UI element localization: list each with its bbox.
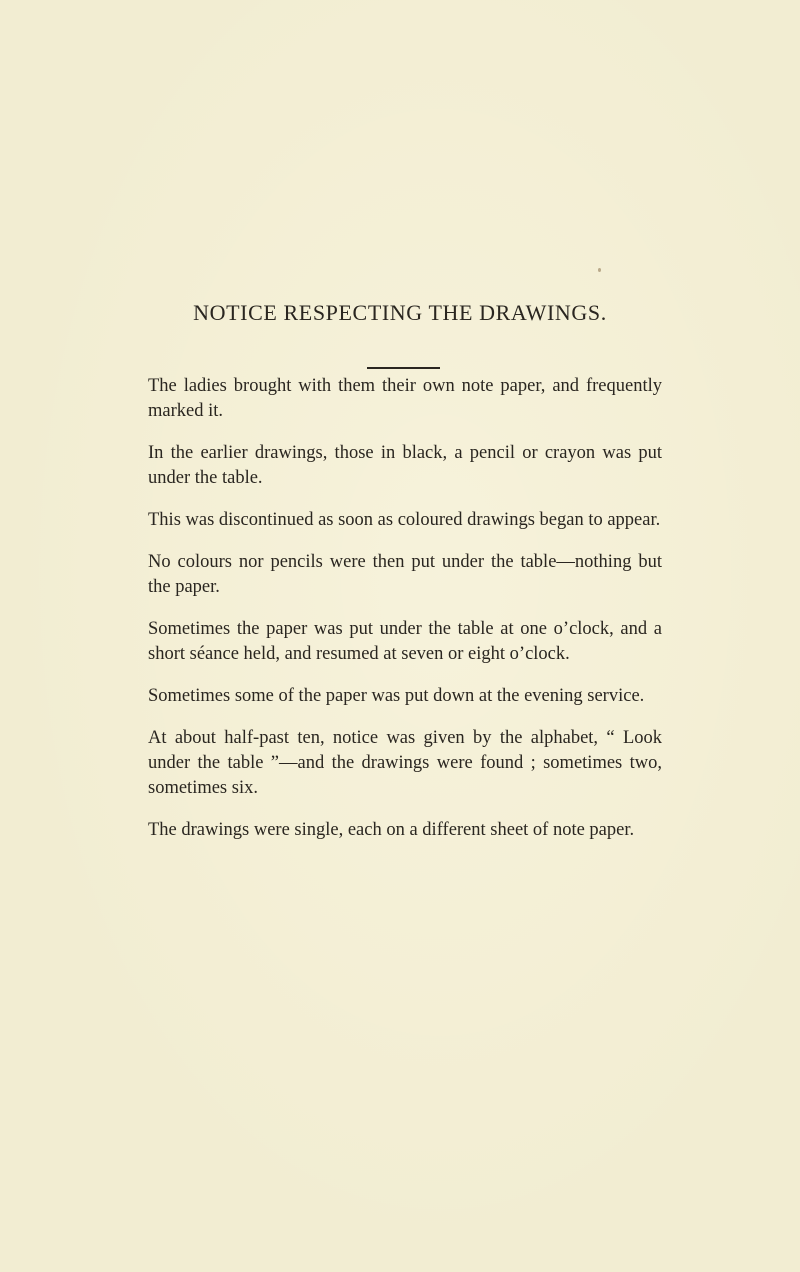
body-text xyxy=(148,374,662,860)
title-divider xyxy=(367,367,440,369)
paragraph-7: At about half-past ten, notice was given by the alphabet, “ Look under the table ”—and the drawings were found ; sometimes two, sometimes six. xyxy=(148,728,662,798)
paper-speck xyxy=(598,268,601,272)
paragraph-8: The drawings were single, each on a different sheet of note paper. xyxy=(148,820,635,840)
paragraph-5: Sometimes the paper was put under the table at one o’clock, and a short séance held, and resumed at seven or eight o’clock. xyxy=(148,619,662,664)
page-title: NOTICE RESPECTING THE DRAWINGS. xyxy=(193,300,607,325)
paragraph-3: This was discontinued as soon as coloured drawings began to appear. xyxy=(148,510,661,530)
paragraph-2: In the earlier drawings, those in black, a pencil or crayon was put under the table. xyxy=(148,443,662,488)
paragraph-1: The ladies brought with them their own note paper, and frequently marked it. xyxy=(148,376,662,421)
paragraph-4: No colours nor pencils were then put under the table—nothing but the paper. xyxy=(148,552,662,597)
paragraph-6: Sometimes some of the paper was put down at the evening service. xyxy=(148,686,645,706)
